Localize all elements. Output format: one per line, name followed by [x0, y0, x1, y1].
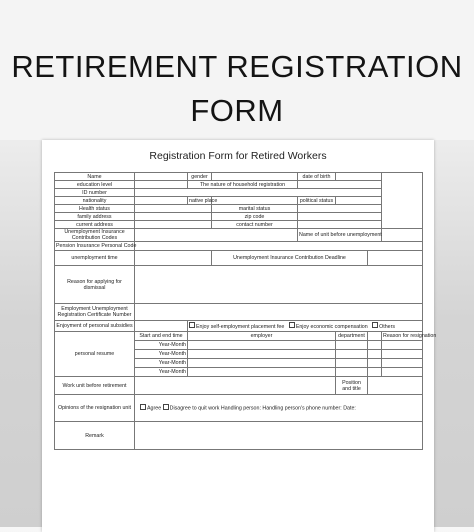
- resume-department-2[interactable]: [336, 350, 368, 359]
- input-name[interactable]: [135, 173, 188, 181]
- label-unit-before-unemployment: Name of unit before unemployment: [298, 229, 382, 242]
- label-id-number: ID number: [55, 189, 135, 197]
- label-employment-certificate: Employment Unemployment Registration Certificate Number: [55, 304, 135, 321]
- resume-reason-2[interactable]: [382, 350, 423, 359]
- input-work-unit-before-retirement[interactable]: [135, 377, 336, 395]
- label-opinions: Opinions of the resignation unit: [55, 395, 135, 422]
- registration-form-table: [54, 172, 437, 450]
- input-native-place[interactable]: [212, 197, 298, 205]
- resume-year-month-2: Year-Month: [135, 350, 188, 359]
- input-health-status[interactable]: [135, 205, 212, 213]
- label-contact-number: contact number: [212, 221, 298, 229]
- resume-blank-1[interactable]: [368, 341, 382, 350]
- resume-employer-3[interactable]: [188, 359, 336, 368]
- label-nationality: nationality: [55, 197, 135, 205]
- checkbox-icon[interactable]: [189, 322, 195, 328]
- handling-text: Handling person: Handling person's phone number: Date:: [220, 405, 356, 412]
- resume-blank-3[interactable]: [368, 359, 382, 368]
- label-name: Name: [55, 173, 135, 181]
- sheet-title: Registration Form for Retired Workers: [149, 150, 327, 162]
- resume-employer-2[interactable]: [188, 350, 336, 359]
- label-family-address: family address: [55, 213, 135, 221]
- label-work-unit-before-retirement: Work unit before retirement: [55, 377, 135, 395]
- checkbox-icon[interactable]: [163, 404, 169, 410]
- label-unemployment-time: unemployment time: [55, 251, 135, 266]
- resume-year-month-1: Year-Month: [135, 341, 188, 350]
- input-pension-code[interactable]: [135, 242, 423, 251]
- input-unemployment-time[interactable]: [135, 251, 212, 266]
- label-household-registration: The nature of household registration: [188, 181, 298, 189]
- input-position-title[interactable]: [368, 377, 423, 395]
- resume-department-3[interactable]: [336, 359, 368, 368]
- col-employer: employer: [188, 332, 336, 341]
- input-zip-code[interactable]: [298, 213, 382, 221]
- input-reason-dismissal[interactable]: [135, 266, 423, 304]
- label-reason-dismissal: Reason for applying for dismissal: [55, 266, 135, 304]
- checkbox-icon[interactable]: [289, 322, 295, 328]
- input-nationality[interactable]: [135, 197, 188, 205]
- col-reason-resignation: Reason for resignation: [383, 333, 437, 339]
- resume-year-month-4: Year-Month: [135, 368, 188, 377]
- form-sheet: [42, 140, 437, 532]
- label-remark: Remark: [55, 422, 135, 450]
- input-remark[interactable]: [135, 422, 423, 450]
- input-current-address[interactable]: [135, 221, 212, 229]
- col-start-end-time: Start and end time: [135, 332, 188, 341]
- input-gender[interactable]: [212, 173, 298, 181]
- input-household-registration[interactable]: [298, 181, 382, 189]
- label-gender: gender: [188, 173, 212, 181]
- label-health-status: Health status: [55, 205, 135, 213]
- page-title-line-2: FORM: [190, 93, 284, 128]
- label-zip-code: zip code: [212, 213, 298, 221]
- label-subsidies: Enjoyment of personal subsidies: [55, 321, 135, 332]
- input-unit-before-unemployment[interactable]: [382, 229, 423, 242]
- input-uic-deadline[interactable]: [368, 251, 423, 266]
- resume-year-month-3: Year-Month: [135, 359, 188, 368]
- label-pension-code: Pension Insurance Personal Code: [56, 243, 137, 249]
- subsidy-options: [188, 321, 423, 332]
- input-date-of-birth[interactable]: [336, 173, 382, 181]
- photo-box[interactable]: [382, 173, 423, 229]
- input-political-status[interactable]: [336, 197, 382, 205]
- input-family-address[interactable]: [135, 213, 212, 221]
- subsidy-option-3[interactable]: Others: [372, 324, 395, 330]
- subsidy-option-1[interactable]: Enjoy self-employment placement fee: [189, 324, 284, 330]
- checkbox-icon[interactable]: [140, 404, 146, 410]
- input-contact-number[interactable]: [298, 221, 382, 229]
- input-id-number[interactable]: [135, 189, 382, 197]
- label-marital-status: marital status: [212, 205, 298, 213]
- resume-department-4[interactable]: [336, 368, 368, 377]
- label-political-status: political status: [298, 197, 336, 205]
- subsidy-option-2[interactable]: Enjoy economic compensation: [289, 324, 368, 330]
- col-department: department: [336, 332, 368, 341]
- opinions-content: [135, 395, 423, 422]
- resume-blank-4[interactable]: [368, 368, 382, 377]
- label-personal-resume: personal resume: [55, 332, 135, 377]
- checkbox-icon[interactable]: [372, 322, 378, 328]
- input-uic-codes[interactable]: [135, 229, 298, 242]
- opinion-disagree: Disagree to quit work: [169, 405, 220, 412]
- resume-reason-4[interactable]: [382, 368, 423, 377]
- resume-reason-1[interactable]: [382, 341, 423, 350]
- page-title: [0, 45, 474, 133]
- resume-reason-3[interactable]: [382, 359, 423, 368]
- label-native-place: native place: [189, 197, 218, 204]
- label-uic-codes: Unemployment Insurance Contribution Codes: [55, 229, 135, 242]
- resume-employer-1[interactable]: [188, 341, 336, 350]
- resume-department-1[interactable]: [336, 341, 368, 350]
- input-education-level[interactable]: [135, 181, 188, 189]
- page-title-line-1: RETIREMENT REGISTRATION: [11, 49, 463, 84]
- resume-employer-4[interactable]: [188, 368, 336, 377]
- label-education-level: education level: [55, 181, 135, 189]
- label-date-of-birth: date of birth: [298, 173, 336, 181]
- label-current-address: current address: [55, 221, 135, 229]
- label-uic-deadline: Unemployment Insurance Contribution Deadline: [212, 251, 368, 266]
- opinion-agree: Agree: [147, 405, 162, 412]
- label-position-title: Position and title: [336, 377, 368, 395]
- resume-blank-2[interactable]: [368, 350, 382, 359]
- input-marital-status[interactable]: [298, 205, 382, 213]
- col-blank: [368, 332, 382, 341]
- input-subsidies[interactable]: [135, 321, 188, 332]
- input-employment-certificate[interactable]: [135, 304, 423, 321]
